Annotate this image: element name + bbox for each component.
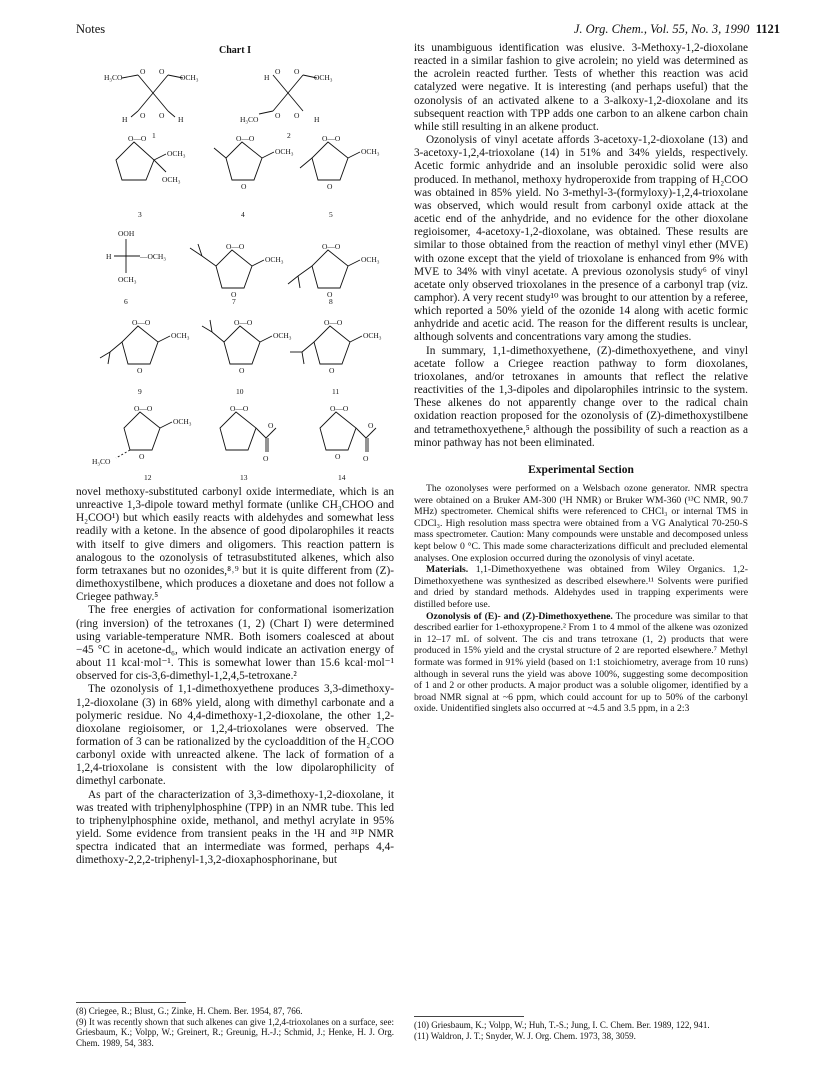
- s2-h-a: H: [264, 73, 270, 82]
- left-paragraph-2: The free energies of activation for conformational isomerization (ring inversion) of the tetroxanes (1, 2) (Chart I) were determined using variable-temperature NMR. Both isomers coalesced at about −45 °C in acetone-d₆, which would indicate an activation energy of about 11 kcal·mol⁻¹. This is somewhat lower than 15.6 kcal·mol⁻¹ observed for cis-3,6-dimethyl-1,2,4,5-tetroxane.²: [76, 604, 394, 683]
- s9-och3: OCH₃: [171, 331, 190, 340]
- left-paragraph-4: As part of the characterization of 3,3-dimethoxy-1,2-dioxolane, it was treated with triphenylphosphine (TPP) in an NMR tube. This led to triphenylphosphine oxide, methanol, and methyl acrylate in 95% yield. Some evidence from transient peaks in the ¹H and ³¹P NMR spectra indicated that an intermediate was formed, perhaps 4,4-dimethoxy-2,2,2-triphenyl-1,3,2-dioxaphosphorinane, but: [76, 788, 394, 867]
- s4-oo: O—O: [236, 134, 255, 143]
- footnotes-left: [76, 1006, 394, 1048]
- left-paragraph-3: The ozonolysis of 1,1-dimethoxyethene produces 3,3-dimethoxy-1,2-dioxolane (3) in 68% yield, along with dimethyl carbonate and a polymeric residue. No 4,4-dimethoxy-1,2-dioxolane, the other 1,2-dioxolane regioisomer, or 1,2,4-trioxolanes were observed. The formation of 3 can be rationalized by the cycloaddition of the H₂COO carbonyl oxide with unreacted alkene. The lack of formation of a 1,2,4-trioxolane is consistent with the low dipolarophilicity of dimethyl carbonate.: [76, 683, 394, 788]
- materials-heading: Materials.: [426, 564, 469, 576]
- s8-o: O: [327, 290, 333, 299]
- footnote-11: (11) Waldron, J. T.; Snyder, W. J. Org. Chem. 1973, 38, 3059.: [414, 1030, 636, 1041]
- s1-o-c: O: [140, 111, 146, 120]
- section-heading: Experimental Section: [528, 463, 634, 476]
- right-column: [414, 42, 748, 715]
- s12-o: O: [139, 452, 145, 461]
- s3-och3-b: OCH₃: [162, 175, 181, 184]
- footnote-rule-right: [414, 1016, 524, 1017]
- s2-o-c: O: [275, 111, 281, 120]
- materials-text: 1,1-Dimethoxyethene was obtained from Wiley Organics. 1,2-Dimethoxyethene was synthesized as described elsewhere.¹¹ Solvents were purified and dried by standard methods. Aldehydes used in trapping experiments were distilled before use.: [414, 564, 748, 610]
- s2-o-d: O: [294, 111, 300, 120]
- label-9: 9: [138, 387, 142, 396]
- ozonolysis-heading: Ozonolysis of (E)- and (Z)-Dimethoxyethene.: [426, 610, 613, 622]
- s14-oo: O—O: [330, 404, 349, 413]
- s1-o-a: O: [140, 67, 146, 76]
- s11-och3: OCH₃: [363, 331, 382, 340]
- footnotes-right: [414, 1020, 748, 1041]
- s9-o: O: [137, 366, 143, 375]
- s8-oo: O—O: [322, 242, 341, 251]
- label-3: 3: [138, 210, 142, 219]
- s1-o-d: O: [159, 111, 165, 120]
- s8-och3: OCH₃: [361, 255, 380, 264]
- materials-paragraph: [414, 564, 748, 610]
- s1-h3co: H₃CO: [104, 73, 123, 82]
- s11-o: O: [329, 366, 335, 375]
- footnote-rule-left: [76, 1002, 186, 1003]
- s1-h-a: H: [122, 115, 128, 124]
- s13-o-a: O: [268, 421, 274, 430]
- ozonolysis-text: The procedure was similar to that described earlier for 1-ethoxypropene.² From 1 to 4 mmol of the alkene was ozonized in 12–17 mL of solvent. The cis and trans tetroxane (1, 2) products that were produced in 15% yield and the crystal structure of 2 are reported elsewhere.⁷ Methyl formate was formed in 91% yield (based on 1:1 stoichiometry, average from 10 runs) although in several runs the yield was above 100%, suggesting some decomposition of 1 and 2 or other products. A major product was a soluble oligomer, identified by a broad NMR signal at ~6 ppm, which could account for up to 50% of the carbonyl oxide. Unidentified singlets also occurred at ~4.5 and 3.5 ppm, in a 2:3: [414, 610, 748, 715]
- label-13: 13: [240, 473, 248, 482]
- s12-oo: O—O: [134, 404, 153, 413]
- left-paragraph-1: novel methoxy-substituted carbonyl oxide intermediate, which is an unreactive 1,3-dipole toward methyl formate (unlike CH₃CHOO and H₂COO¹) but which easily reacts with aldehydes and somewhat less readily with a ketone. In the absence of good dipolarophiles it reacts with itself to give dimers and oligomers. This reaction pattern is analogous to the ozonolysis of tetrasubstituted alkenes, which also form tetraxanes but no ozonides,⁸˒⁹ but it is quite different from (Z)-dimethoxystilbene, which produces a dioxetane and does not follow a Criegee pathway.⁵: [76, 486, 394, 604]
- s7-och3: OCH₃: [265, 255, 284, 264]
- s1-h-b: H: [178, 115, 184, 124]
- experimental-text: [414, 483, 748, 715]
- right-paragraph-1: its unambiguous identification was elusive. 3-Methoxy-1,2-dioxolane reacted in a similar fashion to give acrolein; no yield was determined as the acrolein reacted further. Tests of whether this reaction was acid catalyzed were negative. It is interesting (and perhaps useful) that the ozonolysis of an activated alkene to a 3-alkoxy-1,2-dioxolane and its subsequent reaction with TPP adds one carbon to an alkene carbon chain while still resulting in an alkene product.: [414, 42, 748, 133]
- chart-i-structures: [76, 42, 394, 482]
- ozonolysis-paragraph: [414, 611, 748, 715]
- running-header-section: Notes: [76, 22, 106, 36]
- s14-o-c: O: [363, 454, 369, 463]
- s6-ooh: OOH: [118, 229, 135, 238]
- experimental-paragraph-1: The ozonolyses were performed on a Welsbach ozone generator. NMR spectra were obtained on a Bruker AM-300 (¹H NMR) or Bruker WM-360 (¹³C NMR, 90.7 MHz) spectrometer. Chemical shifts were referenced to CHCl₃ or internal TMS in CDCl₃. High resolution mass spectra were obtained from a VG Analytical 70-250-S mass spectrometer. Caution: Many compounds were unstable and decomposed unless kept below 0 °C. This made some characterizations difficult and precluded elemental analyses. One explosion occurred during the ozonolysis of vinyl acetate.: [414, 483, 748, 564]
- footnote-9: (9) It was recently shown that such alkenes can give 1,2,4-trioxolanes on a surface, see: Griesbaum, K.; Volpp, W.; Greinert, R.; Greunig, H.-J.; Schmid, J.; Henke, H. J. Org. Chem. 1989, 54, 383.: [76, 1016, 394, 1048]
- label-4: 4: [241, 210, 245, 219]
- label-5: 5: [329, 210, 333, 219]
- chart-title: Chart I: [219, 45, 251, 56]
- chart-i-svg: [76, 42, 394, 482]
- label-2: 2: [287, 131, 291, 140]
- s12-h3co: H₃CO: [92, 457, 111, 466]
- s2-o-a: O: [275, 67, 281, 76]
- footnote-10: (10) Griesbaum, K.; Volpp, W.; Huh, T.-S.; Jung, I. C. Chem. Ber. 1989, 122, 941.: [414, 1020, 710, 1030]
- s1-och3: OCH₃: [180, 73, 199, 82]
- label-14: 14: [338, 473, 346, 482]
- s4-och3: OCH₃: [275, 147, 294, 156]
- s14-o-b: O: [335, 452, 341, 461]
- s3-oo: O—O: [128, 134, 147, 143]
- label-8: 8: [329, 297, 333, 306]
- running-header-journal: [574, 22, 780, 37]
- label-10: 10: [236, 387, 244, 396]
- s5-och3: OCH₃: [361, 147, 380, 156]
- s6-och3-a: —OCH₃: [140, 252, 166, 261]
- s4-o: O: [241, 182, 247, 191]
- s10-oo: O—O: [234, 318, 253, 327]
- left-column: [76, 486, 394, 868]
- page-number: 1121: [755, 22, 780, 36]
- label-7: 7: [232, 297, 236, 306]
- s12-och3: OCH₃: [173, 417, 192, 426]
- s5-oo: O—O: [322, 134, 341, 143]
- s11-oo: O—O: [324, 318, 343, 327]
- s5-o: O: [327, 182, 333, 191]
- s9-oo: O—O: [132, 318, 151, 327]
- s13-oo: O—O: [230, 404, 249, 413]
- s6-h: H: [106, 252, 112, 261]
- label-11: 11: [332, 387, 340, 396]
- s6-och3-b: OCH₃: [118, 275, 137, 284]
- right-paragraph-3: In summary, 1,1-dimethoxyethene, (Z)-dimethoxyethene, and vinyl acetate follow a Criegee reaction pathway to form dioxolanes, trioxolanes, and/or tetroxanes in amounts that reflect the relative reactivities of the 1,3-dipoles and dipolarophiles intrinsic to the system. These alkenes do not apparently change over to the radical chain oxidation reaction proposed for the ozonolysis of (Z)-dimethoxystilbene and tetramethoxyethene,⁵ although the possibility of such a reaction as a minor pathway has not been eliminated.: [414, 344, 748, 449]
- s3-och3-a: OCH₃: [167, 149, 186, 158]
- s7-oo: O—O: [226, 242, 245, 251]
- s13-o-b: O: [263, 454, 269, 463]
- s1-o-b: O: [159, 67, 165, 76]
- right-paragraph-2: Ozonolysis of vinyl acetate affords 3-acetoxy-1,2-dioxolane (13) and 3-acetoxy-1,2,4-trioxolane (14) in 51% and 34% yields, respectively. Acetic formic anhydride and an insoluble peroxidic solid were also produced. In methanol, methoxy hydroperoxide from trapping of H₂COO was obtained in 85% yield. No 3-methyl-3-(formyloxy)-1,2,4-trioxolane was observed, which would result from carbonyl oxide attack at the acetic end of the anhydride, and no evidence for the other dioxolane regioisomer, 4-acetoxy-1,2-dioxolane, was obtained. These results are similar to those obtained from the reaction of methyl vinyl ether (MVE) with ozone except that the yield of trioxolane is enhanced from 9% with MVE to 34% with vinyl acetate. A previous ozonolysis study⁶ of vinyl acetate only observed trioxolanes in the presence of a carbonyl trap (viz. camphor). A very recent study¹⁰ was brought to our attention by a referee, which reported a 50% yield of the ozonide 14 along with acetic formic anhydride and acetic acid. The reason for the different results is unclear, although solvents and concentrations vary among the studies.: [414, 134, 748, 344]
- label-1: 1: [152, 131, 156, 140]
- label-6: 6: [124, 297, 128, 306]
- s10-och3: OCH₃: [273, 331, 292, 340]
- s2-och3: OCH₃: [314, 73, 333, 82]
- s10-o: O: [239, 366, 245, 375]
- footnote-8: (8) Criegee, R.; Blust, G.; Zinke, H. Chem. Ber. 1954, 87, 766.: [76, 1006, 303, 1016]
- s14-o-a: O: [368, 421, 374, 430]
- s2-h3co: H₃CO: [240, 115, 259, 124]
- journal-citation: J. Org. Chem., Vol. 55, No. 3, 1990: [573, 22, 750, 36]
- label-12: 12: [144, 473, 152, 482]
- s7-o: O: [231, 290, 237, 299]
- s2-h-b: H: [314, 115, 320, 124]
- s2-o-b: O: [294, 67, 300, 76]
